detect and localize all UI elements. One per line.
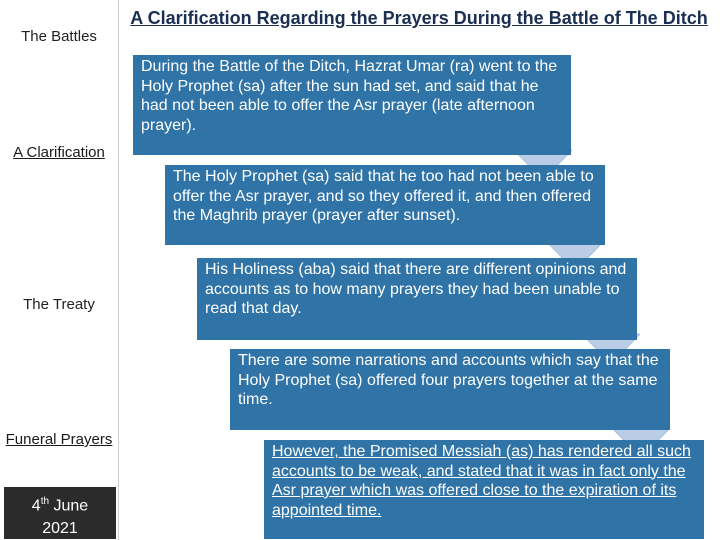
date-day: 4 [31, 497, 41, 515]
step-3-text: His Holiness (aba) said that there are different opinions and accounts as to how many prayers they had been unable to read that day. [205, 261, 627, 317]
date-year: 2021 [42, 520, 78, 538]
step-3-box [197, 258, 637, 340]
date-badge [4, 487, 116, 539]
sidebar [0, 0, 119, 540]
sidebar-item-clarification[interactable]: A Clarification [13, 144, 105, 161]
sidebar-item-battles[interactable]: The Battles [21, 28, 97, 45]
page-title: A Clarification Regarding the Prayers During the Battle of The Ditch [130, 8, 708, 28]
sidebar-item-treaty[interactable]: The Treaty [23, 296, 95, 313]
step-1-box [133, 55, 571, 155]
step-2-text: The Holy Prophet (sa) said that he too had not been able to offer the Asr prayer, and so they offered it, and then offered the Maghrib prayer (prayer after sunset). [173, 168, 594, 224]
date-month: June [53, 497, 89, 515]
step-5-text: However, the Promised Messiah (as) has rendered all such accounts to be weak, and stated that it was in fact only the Asr prayer which was offered close to the expiration of its appointed time. [272, 443, 691, 519]
step-4-text: There are some narrations and accounts which say that the Holy Prophet (sa) offered four prayers together at the same time. [238, 352, 659, 408]
step-1-text: During the Battle of the Ditch, Hazrat Umar (ra) went to the Holy Prophet (sa) after the sun had set, and said that he had not been able to offer the Asr prayer (late afternoon prayer). [141, 58, 558, 134]
step-5-box [264, 440, 704, 539]
sidebar-item-funeral-prayers[interactable]: Funeral Prayers [5, 431, 113, 448]
date-suffix: th [40, 496, 50, 507]
step-2-box [165, 165, 605, 245]
step-4-box [230, 349, 670, 430]
